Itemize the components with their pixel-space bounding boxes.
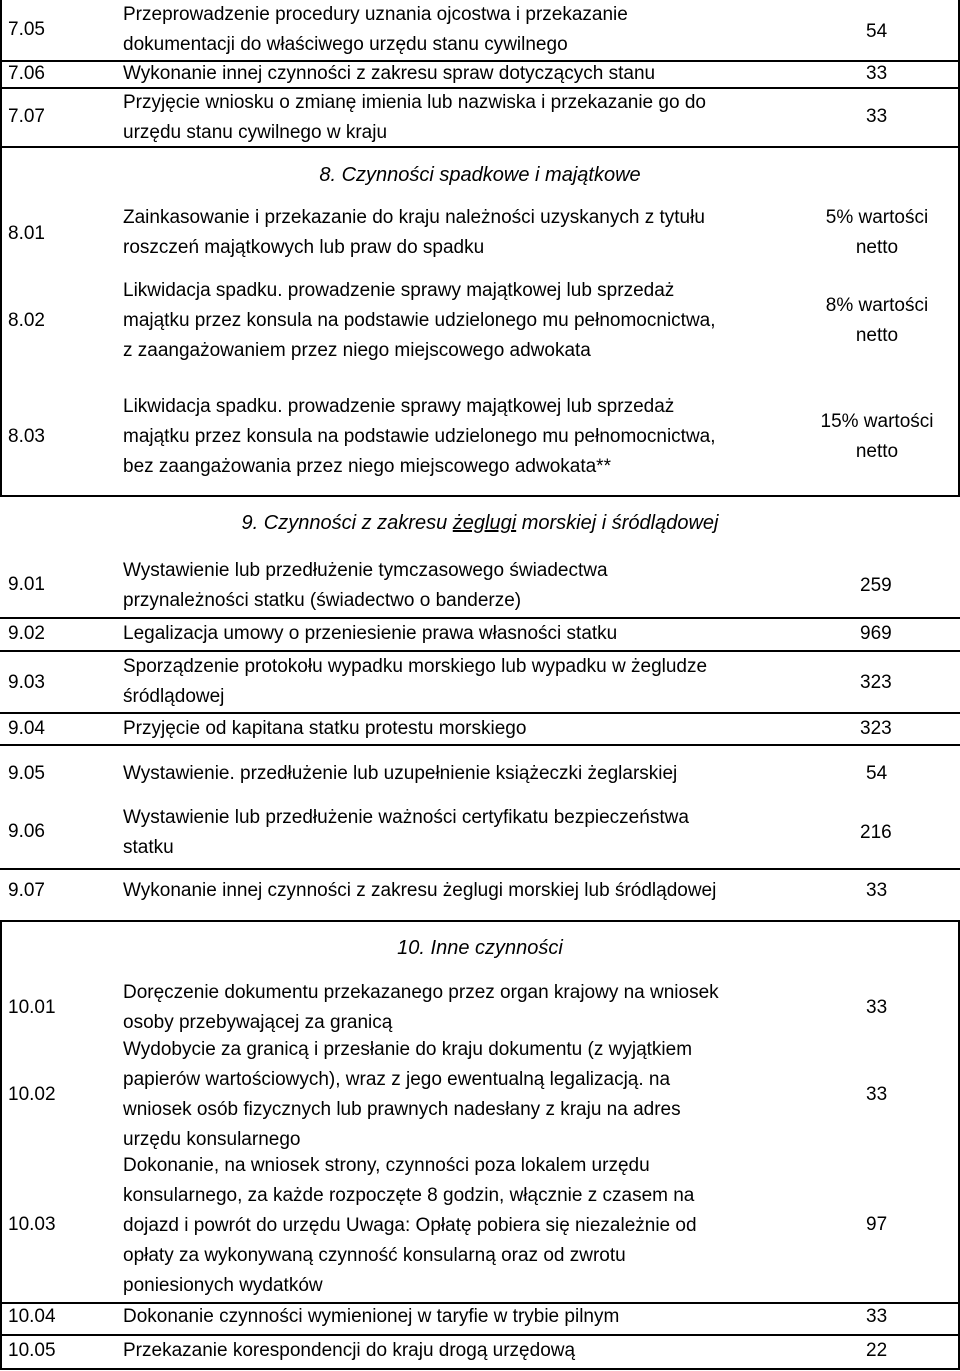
row-description: Sporządzenie protokołu wypadku morskiego lub wypadku w żegludze śródlądowej: [123, 656, 708, 707]
row-description: Dokonanie czynności wymienionej w taryfie w trybie pilnym: [123, 1306, 620, 1327]
row-description: Legalizacja umowy o przeniesienie prawa własności statku: [123, 623, 618, 644]
row-description: Przyjęcie od kapitana statku protestu morskiego: [123, 718, 527, 739]
row-code: 7.07: [8, 106, 45, 127]
row-description: Przyjęcie wniosku o zmianę imienia lub nazwiska i przekazanie go do urzędu stanu cywilnego w kraju: [123, 92, 706, 143]
row-description: Wydobycie za granicą i przesłanie do kraju dokumentu (z wyjątkiem papierów wartościowych), wraz z jego ewentualną legalizacją. na wniosek osób fizycznych lub prawnych nadesłany z kraju na adres urzędu konsularnego: [123, 1039, 693, 1150]
row-fee: 33: [866, 997, 888, 1018]
row-code: 10.04: [8, 1306, 56, 1327]
section-number: 10.: [397, 937, 425, 959]
row-fee: 5% wartości netto: [825, 207, 929, 258]
row-description: Dokonanie, na wniosek strony, czynności poza lokalem urzędu konsularnego, za każde rozpoczęte 8 godzin, włącznie z czasem na dojazd i powrót do urzędu Uwaga: Opłatę pobiera się niezależnie od opłaty za wykonywaną czynność konsularną oraz od zwrotu poniesionych wydatków: [123, 1155, 697, 1296]
row-code: 8.02: [8, 310, 45, 331]
row-code: 10.02: [8, 1084, 56, 1105]
row-code: 7.05: [8, 19, 45, 40]
row-description: Zainkasowanie i przekazanie do kraju należności uzyskanych z tytułu roszczeń majątkowych lub praw do spadku: [123, 207, 705, 258]
section-title: Czynności spadkowe i majątkowe: [341, 164, 641, 186]
row-description: Likwidacja spadku. prowadzenie sprawy majątkowej lub sprzedaż majątku przez konsula na podstawie udzielonego mu pełnomocnictwa, bez zaangażowania przez niego miejscowego adwokata**: [123, 396, 716, 477]
row-code: 9.03: [8, 672, 45, 693]
section-number: 9.: [241, 512, 259, 534]
rule: [0, 868, 960, 870]
row-description: Wystawienie. przedłużenie lub uzupełnienie książeczki żeglarskiej: [123, 763, 678, 784]
section-title-suffix: morskiej i śródlądowej: [516, 512, 719, 534]
section-number: 8.: [319, 164, 337, 186]
section-heading: [190, 508, 770, 538]
row-fee: 259: [860, 575, 892, 596]
row-fee: 33: [866, 63, 888, 84]
row-fee: 54: [866, 763, 888, 784]
row-fee: 33: [866, 106, 888, 127]
section-heading: [240, 160, 720, 190]
row-description: Wykonanie innej czynności z zakresu spraw dotyczących stanu: [123, 63, 656, 84]
section-heading: [330, 933, 630, 963]
row-fee: 97: [866, 1214, 888, 1235]
row-fee: 216: [860, 822, 892, 843]
row-description: Wystawienie lub przedłużenie ważności certyfikatu bezpieczeństwa statku: [123, 807, 689, 858]
row-code: 7.06: [8, 63, 45, 84]
row-description: Wystawienie lub przedłużenie tymczasowego świadectwa przynależności statku (świadectwo o banderze): [123, 560, 608, 611]
row-code: 9.07: [8, 880, 45, 901]
row-fee: 33: [866, 1084, 888, 1105]
row-code: 9.01: [8, 574, 45, 595]
row-code: 10.05: [8, 1340, 56, 1361]
section-title: Inne czynności: [430, 937, 563, 959]
row-code: 9.04: [8, 718, 45, 739]
rule: [0, 1368, 960, 1370]
row-fee: 22: [866, 1340, 888, 1361]
section-title-underlined: żeglugi: [452, 512, 517, 534]
row-code: 8.03: [8, 426, 45, 447]
row-fee: 323: [860, 672, 892, 693]
rule: [0, 920, 2, 1370]
rule: [0, 495, 960, 497]
row-description: Przeprowadzenie procedury uznania ojcostwa i przekazanie dokumentacji do właściwego urzędu stanu cywilnego: [123, 4, 628, 55]
section-title-prefix: Czynności z zakresu: [263, 512, 453, 534]
rule: [0, 920, 960, 922]
row-code: 10.01: [8, 997, 56, 1018]
row-code: 9.06: [8, 821, 45, 842]
row-description: Likwidacja spadku. prowadzenie sprawy majątkowej lub sprzedaż majątku przez konsula na podstawie udzielonego mu pełnomocnictwa, z zaangażowaniem przez niego miejscowego adwokata: [123, 280, 716, 361]
row-fee: 323: [860, 718, 892, 739]
row-description: Doręczenie dokumentu przekazanego przez organ krajowy na wniosek osoby przebywającej za granicą: [123, 982, 719, 1033]
row-description: Wykonanie innej czynności z zakresu żeglugi morskiej lub śródlądowej: [123, 880, 717, 901]
row-code: 8.01: [8, 223, 45, 244]
row-code: 10.03: [8, 1214, 56, 1235]
row-fee: 33: [866, 1306, 888, 1327]
row-code: 9.02: [8, 623, 45, 644]
row-code: 9.05: [8, 763, 45, 784]
row-description: Przekazanie korespondencji do kraju drogą urzędową: [123, 1340, 576, 1361]
row-fee: 15% wartości netto: [820, 411, 934, 462]
rule: [0, 0, 2, 146]
row-fee: 969: [860, 623, 892, 644]
row-fee: 54: [866, 21, 888, 42]
rule: [0, 146, 2, 496]
row-fee: 8% wartości netto: [825, 295, 929, 346]
rule: [0, 744, 960, 746]
row-fee: 33: [866, 880, 888, 901]
